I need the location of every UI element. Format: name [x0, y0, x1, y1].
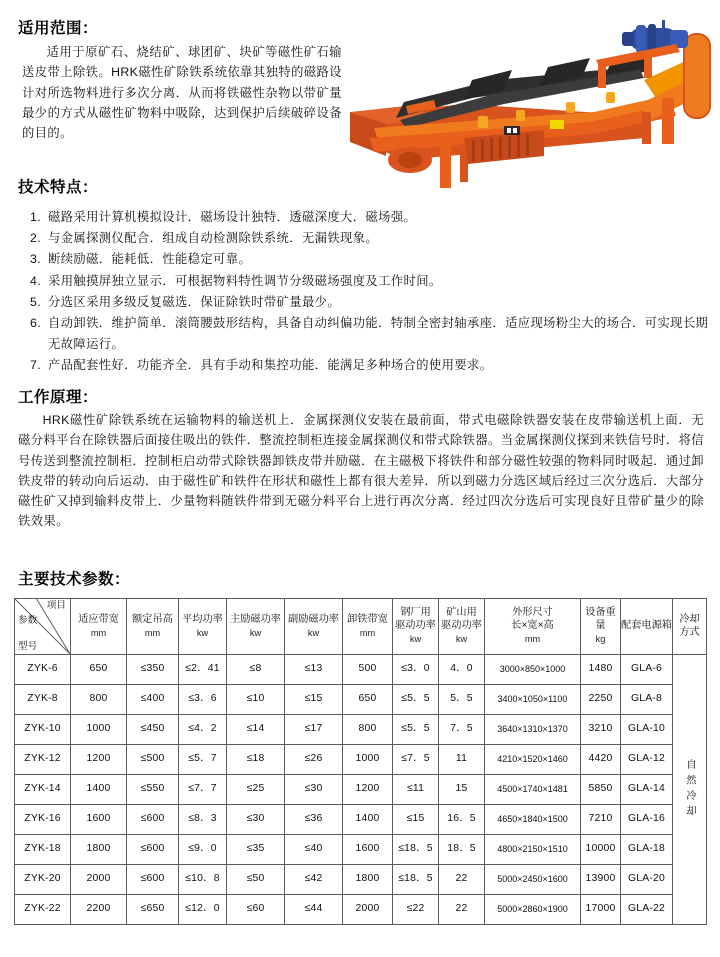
table-cell: ≤40 — [285, 835, 343, 865]
table-row — [15, 655, 707, 685]
table-cell: 1600 — [343, 835, 393, 865]
column-header-title: 钢厂用 驱动功率 — [395, 607, 436, 632]
table-cell: 1480 — [581, 655, 621, 685]
table-cell: ≤60 — [227, 895, 285, 925]
table-row — [15, 775, 707, 805]
table-cell: ≤22 — [393, 895, 439, 925]
table-cell: 2250 — [581, 685, 621, 715]
table-row — [15, 745, 707, 775]
spec-table-container — [14, 598, 706, 925]
table-cell: 7210 — [581, 805, 621, 835]
table-cell: 11 — [439, 745, 485, 775]
column-header-title: 矿山用 驱动功率 — [441, 607, 482, 632]
corner-label-param: 参数 — [18, 615, 38, 626]
column-header-title: 适应带宽 — [78, 613, 119, 625]
cell-model: ZYK-22 — [15, 895, 71, 925]
table-cell: GLA-22 — [621, 895, 673, 925]
table-cell: ≤400 — [127, 685, 179, 715]
column-header-unit: kw — [196, 627, 209, 638]
table-header — [15, 599, 707, 655]
feature-item-text: 分选区采用多级反复磁选．保证除铁时带矿量最少。 — [48, 294, 341, 309]
table-cell: ≤500 — [127, 745, 179, 775]
feature-item-number: 5. — [30, 294, 42, 309]
column-header-title: 额定吊高 — [132, 613, 173, 625]
table-cell: ≤10．8 — [179, 865, 227, 895]
feature-item-number: 2. — [30, 231, 42, 246]
column-header-title: 副励磁功率 — [288, 613, 339, 625]
table-cell: 3400×1050×1100 — [485, 685, 581, 715]
column-header — [621, 599, 673, 655]
table-header-row — [15, 599, 707, 655]
section-heading-parameters: 主要技术参数： — [18, 571, 131, 588]
table-cell: ≤3．0 — [393, 655, 439, 685]
table-cell: 4800×2150×1510 — [485, 835, 581, 865]
feature-item-number: 4. — [30, 273, 42, 288]
feature-item-text: 断续励磁．能耗低．性能稳定可靠。 — [48, 252, 252, 267]
table-row — [15, 895, 707, 925]
column-header-title: 配套电源箱 — [621, 620, 672, 632]
table-cell: 500 — [343, 655, 393, 685]
feature-item — [30, 355, 710, 376]
column-header-unit: mm — [90, 627, 107, 638]
table-body — [15, 655, 707, 925]
feature-item-text: 与金属探测仪配合．组成自动检测除铁系统．无漏铁现象。 — [48, 231, 379, 246]
table-cell: ≤17 — [285, 715, 343, 745]
table-cell: ≤12．0 — [179, 895, 227, 925]
column-header — [393, 599, 439, 655]
table-cell: 2000 — [71, 865, 127, 895]
magnetic-separator-illustration — [344, 20, 718, 192]
table-cell: 800 — [71, 685, 127, 715]
table-cell: GLA-20 — [621, 865, 673, 895]
table-cell: ≤25 — [227, 775, 285, 805]
table-row — [15, 685, 707, 715]
column-header-title: 冷却 方式 — [679, 613, 700, 638]
table-cell: ≤600 — [127, 835, 179, 865]
column-header-unit: kw — [409, 633, 422, 644]
column-header-title: 主励磁功率 — [230, 613, 281, 625]
column-header — [71, 599, 127, 655]
table-cell: 5850 — [581, 775, 621, 805]
table-cell: 1800 — [71, 835, 127, 865]
features-list — [30, 207, 710, 377]
column-header — [285, 599, 343, 655]
cell-model: ZYK-8 — [15, 685, 71, 715]
feature-item — [30, 228, 710, 249]
table-cell: GLA-6 — [621, 655, 673, 685]
table-cell: 3640×1310×1370 — [485, 715, 581, 745]
cell-model: ZYK-10 — [15, 715, 71, 745]
table-cell: 4．0 — [439, 655, 485, 685]
column-header-unit: kg — [595, 633, 606, 644]
table-cell: ≤650 — [127, 895, 179, 925]
column-header — [485, 599, 581, 655]
column-header-unit: mm — [359, 627, 376, 638]
section-heading-features: 技术特点： — [18, 179, 99, 196]
table-cell: 22 — [439, 895, 485, 925]
table-cell: ≤5．5 — [393, 715, 439, 745]
table-cell: 3210 — [581, 715, 621, 745]
table-cell: ≤30 — [285, 775, 343, 805]
table-cell: 650 — [71, 655, 127, 685]
table-cell: 7．5 — [439, 715, 485, 745]
feature-item-text: 磁路采用计算机模拟设计．磁场设计独特．透磁深度大．磁场强。 — [48, 210, 417, 224]
feature-item — [30, 292, 710, 313]
feature-item-number: 3. — [30, 252, 42, 267]
table-cell: GLA-12 — [621, 745, 673, 775]
table-cell: 5000×2450×1600 — [485, 865, 581, 895]
table-cell: ≤50 — [227, 865, 285, 895]
table-row — [15, 865, 707, 895]
table-cell: ≤600 — [127, 865, 179, 895]
table-row — [15, 805, 707, 835]
table-cell: ≤3．6 — [179, 685, 227, 715]
table-cell: ≤7．5 — [393, 745, 439, 775]
cell-model: ZYK-18 — [15, 835, 71, 865]
table-cell: ≤450 — [127, 715, 179, 745]
table-cell: ≤44 — [285, 895, 343, 925]
table-cell: GLA-18 — [621, 835, 673, 865]
column-header-unit: kw — [249, 627, 262, 638]
feature-item-number: 1. — [30, 210, 42, 224]
cell-cooling-method — [673, 655, 707, 925]
table-cell: GLA-14 — [621, 775, 673, 805]
column-header — [179, 599, 227, 655]
corner-label-item: 项目 — [46, 600, 66, 611]
table-cell: ≤18 — [227, 745, 285, 775]
table-cell: 4500×1740×1481 — [485, 775, 581, 805]
table-cell: 2000 — [343, 895, 393, 925]
table-cell: 16．5 — [439, 805, 485, 835]
feature-item — [30, 249, 710, 270]
section-heading-scope: 适用范围： — [18, 20, 99, 37]
table-cell: ≤15 — [285, 685, 343, 715]
column-header-title: 卸铁带宽 — [347, 613, 388, 625]
table-cell: 1400 — [71, 775, 127, 805]
table-cell: 650 — [343, 685, 393, 715]
feature-item — [30, 207, 710, 228]
table-cell: ≤42 — [285, 865, 343, 895]
table-cell: ≤8 — [227, 655, 285, 685]
table-cell: ≤350 — [127, 655, 179, 685]
column-header-unit: kw — [307, 627, 320, 638]
principle-paragraph: HRK磁性矿除铁系统在运输物料的输送机上．金属探测仪安装在最前面，带式电磁除铁器安装在皮带输送机上面．无磁分料平台在除铁器后面接住吸出的铁件．整流控制柜连接金属探测仪和带式除铁器。当金属探测仪探到来铁信号时．将信号传送到整流控制柜．控制柜启动带式除铁器卸铁皮带并励磁．在主磁极下将铁件和部分磁性较强的物料同时吸起．通过卸铁皮带的转动向后运动．由于磁性矿和铁件在形状和磁性上都有很大差异．所以到磁力分选区域后经过三次分选后．大部分磁性矿又掉到输料皮带上．少量物料随铁件带到无磁分料平台上进行再次分离．经过四次分选后可实现良好且带矿量少的除铁效果。 — [18, 413, 704, 529]
section-heading-principle: 工作原理： — [18, 389, 99, 406]
column-header-title: 平均功率 — [182, 613, 223, 625]
table-cell: ≤10 — [227, 685, 285, 715]
cell-model: ZYK-12 — [15, 745, 71, 775]
table-cell: ≤26 — [285, 745, 343, 775]
table-cell: 5．5 — [439, 685, 485, 715]
cell-model: ZYK-14 — [15, 775, 71, 805]
table-cell: 4650×1840×1500 — [485, 805, 581, 835]
column-header — [673, 599, 707, 655]
table-cell: ≤11 — [393, 775, 439, 805]
table-cell: 4420 — [581, 745, 621, 775]
table-cell: ≤36 — [285, 805, 343, 835]
feature-item-text: 自动卸铁．维护简单．滚筒腰鼓形结构，具备自动纠偏功能．特制全密封轴承座．适应现场粉尘大的场合．可实现长期无故障运行。 — [48, 316, 709, 352]
table-cell: 1000 — [343, 745, 393, 775]
feature-item-number: 7. — [30, 358, 42, 373]
table-cell: 22 — [439, 865, 485, 895]
feature-item-number: 6. — [30, 316, 42, 331]
cell-model: ZYK-6 — [15, 655, 71, 685]
equipment-photo — [344, 20, 718, 192]
table-cell: ≤18．5 — [393, 835, 439, 865]
table-cell: ≤7．7 — [179, 775, 227, 805]
table-row — [15, 715, 707, 745]
table-cell: ≤4．2 — [179, 715, 227, 745]
table-cell: ≤600 — [127, 805, 179, 835]
feature-item — [30, 271, 710, 292]
table-cell: ≤5．5 — [393, 685, 439, 715]
specifications-table — [14, 598, 707, 925]
column-header-unit: kw — [455, 633, 468, 644]
feature-item — [30, 313, 710, 355]
table-cell: 13900 — [581, 865, 621, 895]
table-cell: GLA-10 — [621, 715, 673, 745]
table-row — [15, 835, 707, 865]
column-header — [343, 599, 393, 655]
table-cell: 1200 — [343, 775, 393, 805]
cell-model: ZYK-16 — [15, 805, 71, 835]
table-cell: 2200 — [71, 895, 127, 925]
cell-model: ZYK-20 — [15, 865, 71, 895]
corner-label-model: 型号 — [18, 641, 38, 652]
table-cell: 15 — [439, 775, 485, 805]
column-header-title: 设备重 量 — [585, 607, 616, 632]
table-cell: ≤550 — [127, 775, 179, 805]
table-cell: 800 — [343, 715, 393, 745]
table-cell: ≤14 — [227, 715, 285, 745]
table-cell: 1000 — [71, 715, 127, 745]
feature-item-text: 产品配套性好．功能齐全．具有手动和集控功能．能满足多种场合的使用要求。 — [48, 358, 493, 373]
table-cell: ≤18．5 — [393, 865, 439, 895]
table-cell: ≤35 — [227, 835, 285, 865]
table-cell: ≤30 — [227, 805, 285, 835]
table-cell: 18．5 — [439, 835, 485, 865]
column-header-unit: mm — [524, 633, 541, 644]
table-cell: 17000 — [581, 895, 621, 925]
column-header-unit: mm — [144, 627, 161, 638]
table-cell: ≤9．0 — [179, 835, 227, 865]
table-cell: GLA-16 — [621, 805, 673, 835]
table-cell: ≤5．7 — [179, 745, 227, 775]
table-cell: 1800 — [343, 865, 393, 895]
table-cell: 1200 — [71, 745, 127, 775]
table-cell: 4210×1520×1460 — [485, 745, 581, 775]
table-cell: ≤13 — [285, 655, 343, 685]
table-cell: 3000×850×1000 — [485, 655, 581, 685]
column-header — [439, 599, 485, 655]
scope-paragraph: 适用于原矿石、烧结矿、球团矿、块矿等磁性矿石输送皮带上除铁。HRK磁性矿除铁系统依靠其独特的磁路设计对所选物料进行多次分离．从而将铁磁性杂物以带矿量最少的方式从磁性矿物料中吸除，达到保护后续破碎设备的目的。 — [22, 45, 342, 141]
column-header — [227, 599, 285, 655]
table-cell: ≤8．3 — [179, 805, 227, 835]
table-cell: ≤2．41 — [179, 655, 227, 685]
table-cell: 1400 — [343, 805, 393, 835]
cooling-method-value: 自然冷却 — [684, 758, 695, 821]
table-cell: ≤15 — [393, 805, 439, 835]
column-header — [581, 599, 621, 655]
column-header-title: 外形尺寸 长×宽×高 — [511, 607, 554, 632]
feature-item-text: 采用触摸屏独立显示．可根据物料特性调节分级磁场强度及工作时间。 — [48, 273, 442, 288]
table-cell: GLA-8 — [621, 685, 673, 715]
table-cell: 5000×2860×1900 — [485, 895, 581, 925]
column-header — [127, 599, 179, 655]
table-cell: 1600 — [71, 805, 127, 835]
table-corner-cell — [15, 599, 71, 655]
table-cell: 10000 — [581, 835, 621, 865]
